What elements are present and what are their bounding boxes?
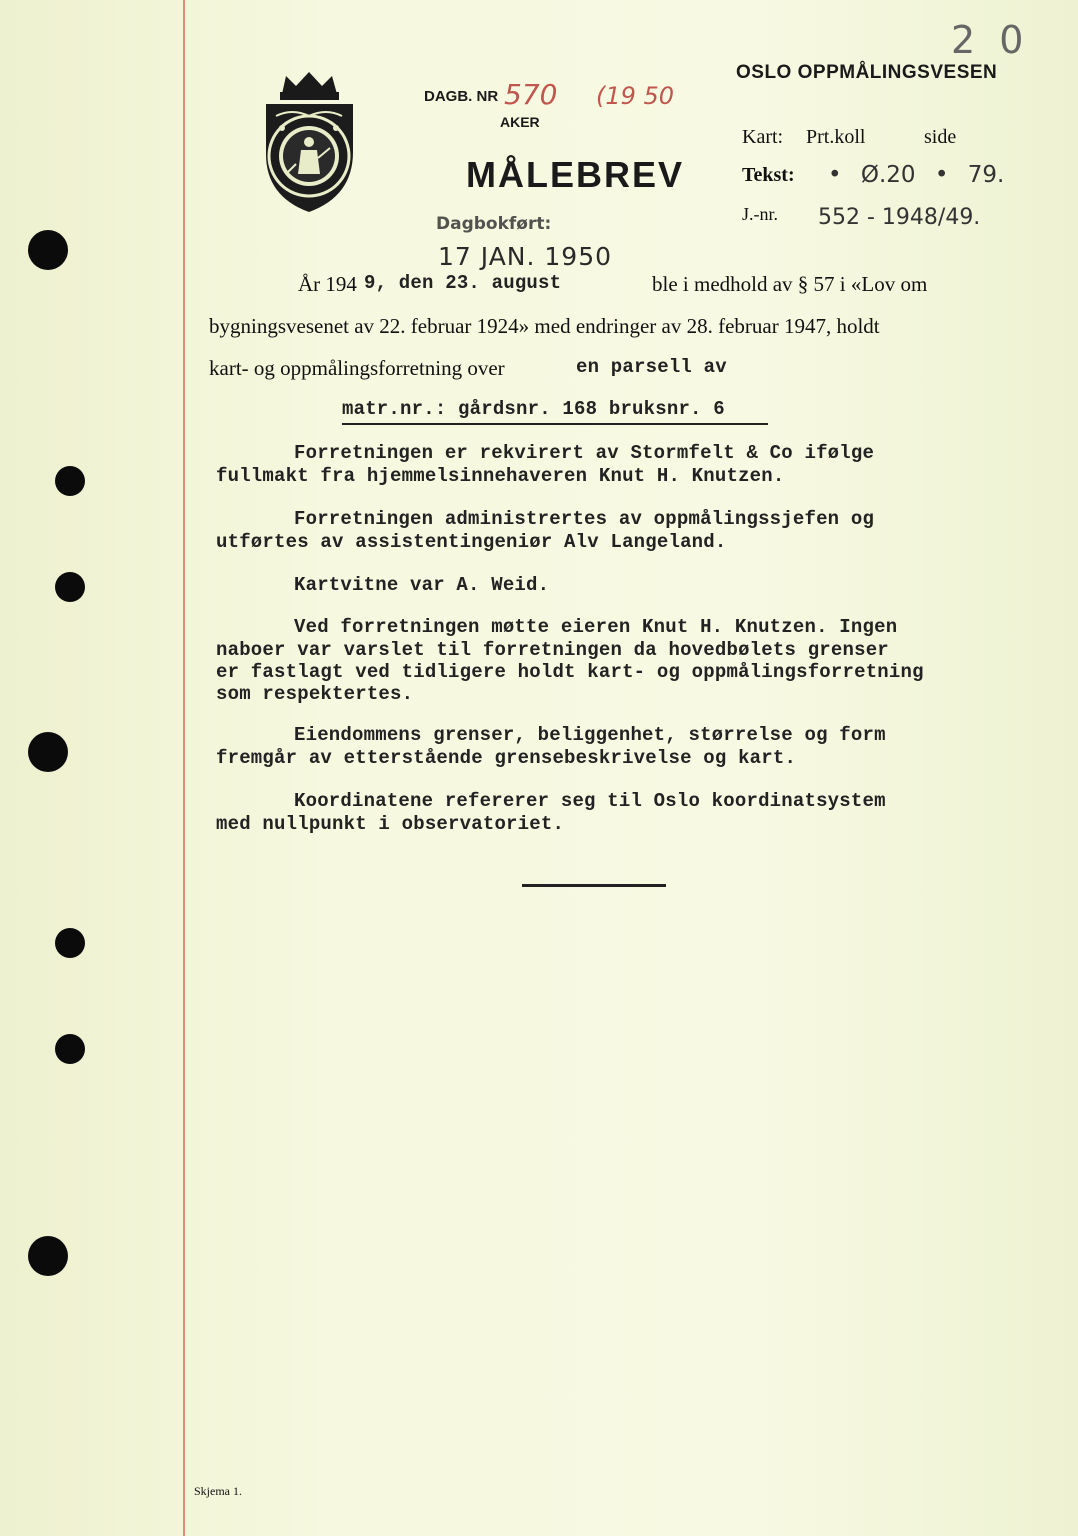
- form-text-year: År 194: [298, 272, 357, 296]
- paragraph-line: Koordinatene refererer seg til Oslo koordinatsystem: [294, 790, 886, 812]
- typed-date: 9, den 23. august: [364, 272, 562, 294]
- punch-hole: [28, 732, 68, 772]
- matrikkel-underline: [342, 423, 768, 425]
- paragraph-line: fullmakt fra hjemmelsinnehaveren Knut H. Knutzen.: [216, 465, 785, 487]
- paragraph-line: Ved forretningen møtte eieren Knut H. Knutzen. Ingen: [294, 616, 898, 638]
- closing-rule: [522, 884, 666, 887]
- paragraph-line: Forretningen er rekvirert av Stormfelt & Co ifølge: [294, 442, 875, 464]
- coat-of-arms-emblem: [252, 68, 367, 216]
- paragraph-line: Forretningen administrertes av oppmålingssjefen og: [294, 508, 875, 530]
- page-number: 2 0: [951, 18, 1030, 62]
- margin-line: [183, 0, 185, 1536]
- office-name: OSLO OPPMÅLINGSVESEN: [736, 62, 998, 83]
- form-number: Skjema 1.: [194, 1484, 242, 1498]
- dagb-label: DAGB. NR: [424, 88, 499, 105]
- tekst-value: • Ø.20 • 79.: [828, 162, 1005, 188]
- jnr-value: 552 - 1948/49.: [818, 205, 981, 230]
- paragraph-line: fremgår av etterstående grensebeskrivelse og kart.: [216, 747, 797, 769]
- paragraph-line: er fastlagt ved tidligere holdt kart- og oppmålingsforretning: [216, 661, 924, 683]
- punch-hole: [55, 1034, 85, 1064]
- side-label: side: [924, 126, 957, 148]
- form-text-law: ble i medhold av § 57 i «Lov om: [652, 272, 928, 296]
- kart-value: Prt.koll: [806, 126, 866, 148]
- jnr-label: J.-nr.: [742, 204, 778, 224]
- paragraph-line: Kartvitne var A. Weid.: [294, 574, 550, 596]
- paragraph-line: som respektertes.: [216, 683, 414, 705]
- stamp-label: Dagbokført:: [436, 214, 552, 234]
- document-title: MÅLEBREV: [466, 154, 685, 195]
- punch-hole: [28, 230, 68, 270]
- form-text-act: bygningsvesenet av 22. februar 1924» med endringer av 28. februar 1947, holdt: [209, 314, 880, 338]
- dagb-year: (19 50: [596, 82, 675, 110]
- paragraph-line: utførtes av assistentingeniør Alv Langeland.: [216, 531, 727, 553]
- district: AKER: [500, 114, 540, 130]
- stamp-date: 17 JAN. 1950: [438, 242, 613, 271]
- punch-hole: [28, 1236, 68, 1276]
- matrikkel-number: matr.nr.: gårdsnr. 168 bruksnr. 6: [342, 398, 725, 420]
- punch-hole: [55, 928, 85, 958]
- punch-hole: [55, 466, 85, 496]
- paragraph-line: naboer var varslet til forretningen da hovedbølets grenser: [216, 639, 889, 661]
- kart-label: Kart:: [742, 126, 784, 148]
- typed-parcel: en parsell av: [576, 356, 727, 378]
- tekst-label: Tekst:: [742, 164, 795, 186]
- paragraph-line: Eiendommens grenser, beliggenhet, størrelse og form: [294, 724, 886, 746]
- punch-hole: [55, 572, 85, 602]
- dagb-number: 570: [504, 78, 558, 111]
- paragraph-line: med nullpunkt i observatoriet.: [216, 813, 565, 835]
- form-text-survey: kart- og oppmålingsforretning over: [209, 356, 505, 380]
